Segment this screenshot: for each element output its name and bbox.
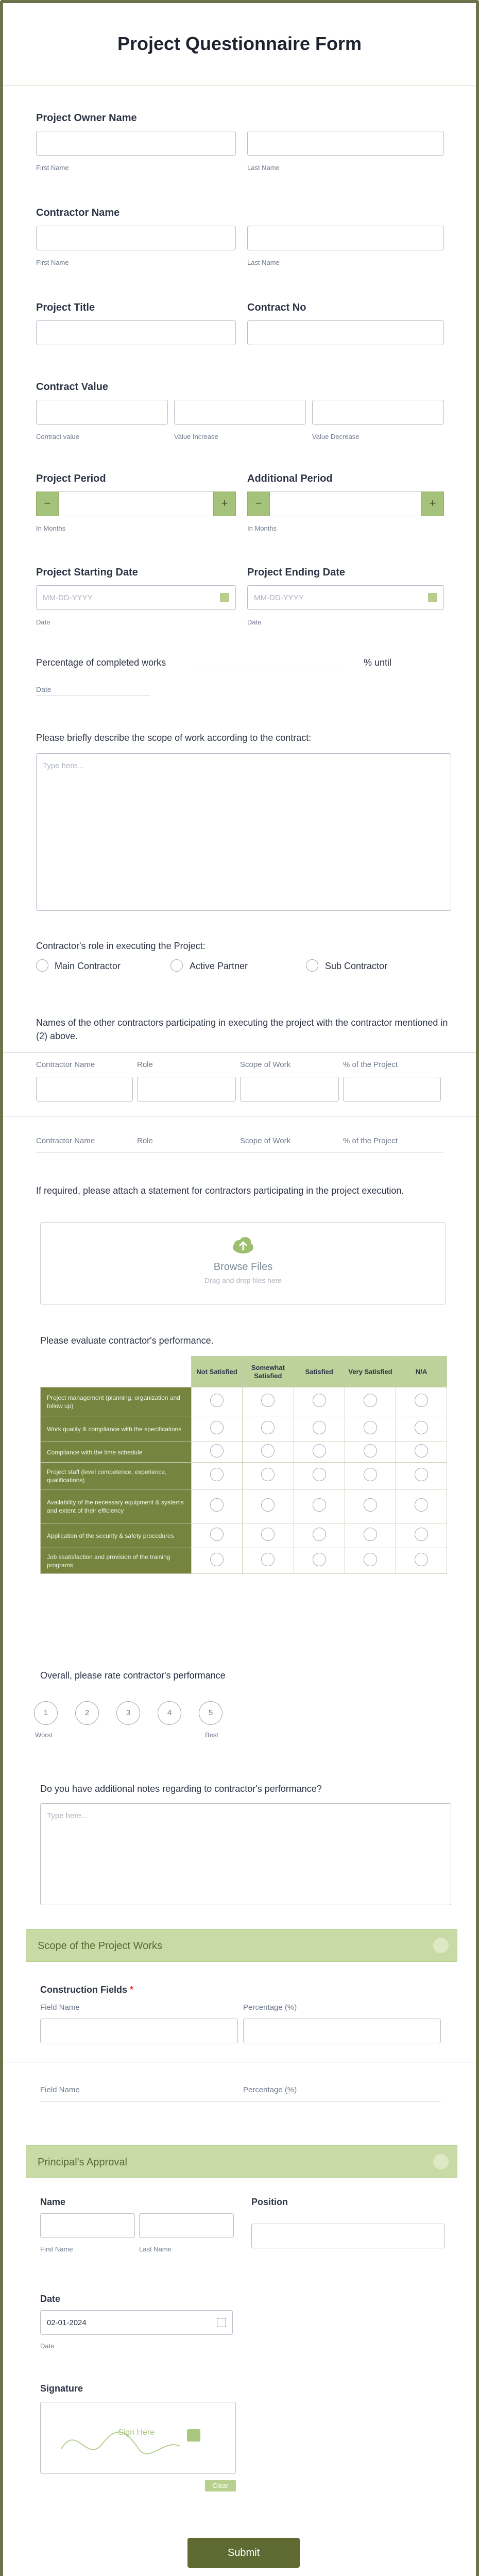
role-label: Contractor's role in executing the Project:	[36, 941, 206, 951]
matrix-radio[interactable]	[364, 1528, 377, 1541]
calendar-icon[interactable]	[220, 593, 229, 602]
position-input[interactable]	[251, 2224, 445, 2248]
others-col-role: Role	[137, 1060, 153, 1069]
construction-field-input[interactable]	[40, 2019, 238, 2043]
owner-first-input[interactable]	[36, 131, 236, 156]
matrix-radio[interactable]	[313, 1553, 326, 1566]
others-col-percent-2: % of the Project	[343, 1137, 398, 1145]
matrix-cell	[243, 1489, 294, 1523]
evaluate-label: Please evaluate contractor's performance.	[40, 1335, 214, 1346]
contractor-first-input[interactable]	[36, 226, 236, 250]
project-title-input[interactable]	[36, 320, 236, 345]
contract-value-input[interactable]	[36, 400, 168, 425]
collapse-icon[interactable]	[433, 1938, 449, 1953]
required-asterisk: *	[130, 1985, 134, 1995]
project-period-label: Project Period	[36, 473, 106, 484]
matrix-radio[interactable]	[261, 1498, 275, 1512]
project-period-sublabel: In Months	[36, 524, 66, 532]
contractor-last-sublabel: Last Name	[247, 259, 280, 266]
matrix-radio[interactable]	[210, 1528, 224, 1541]
matrix-cell	[191, 1387, 242, 1416]
browse-files-label[interactable]: Browse Files	[213, 1261, 273, 1273]
owner-label: Project Owner Name	[36, 112, 137, 124]
matrix-radio[interactable]	[261, 1468, 275, 1481]
principal-section-header[interactable]	[26, 2145, 457, 2178]
matrix-radio[interactable]	[313, 1421, 326, 1434]
additional-period-decrement[interactable]: −	[247, 492, 270, 516]
name-last-sublabel: Last Name	[139, 2245, 172, 2253]
signature-clear-button[interactable]: Clear	[205, 2480, 236, 2492]
matrix-row-label: Availability of the necessary equipment & systems and extent of their efficiency	[41, 1489, 192, 1523]
matrix-radio[interactable]	[364, 1421, 377, 1434]
matrix-cell	[345, 1548, 396, 1574]
construction-col-field: Field Name	[40, 2003, 80, 2012]
scope-textarea[interactable]	[36, 753, 451, 911]
matrix-cell	[345, 1416, 396, 1442]
others-row2-line[interactable]	[36, 1152, 443, 1153]
construction-label-text: Construction Fields	[40, 1985, 128, 1995]
matrix-radio[interactable]	[261, 1394, 275, 1407]
construction-label	[40, 1985, 133, 1995]
role-radio-partner[interactable]	[170, 959, 183, 972]
name-label: Name	[40, 2197, 66, 2207]
percentage-date-placeholder[interactable]: Date	[36, 685, 52, 693]
construction-col-percent: Percentage (%)	[243, 2003, 297, 2012]
role-option-main: Main Contractor	[55, 961, 121, 971]
matrix-row-label: Compliance with the time schedule	[41, 1442, 192, 1463]
matrix-cell	[396, 1442, 447, 1463]
matrix-row	[41, 1463, 447, 1489]
cloud-upload-icon	[231, 1235, 255, 1256]
project-period-increment[interactable]: +	[213, 492, 236, 516]
rating-low-label: Worst	[35, 1731, 53, 1739]
matrix-row	[41, 1387, 447, 1416]
matrix-radio[interactable]	[313, 1444, 326, 1458]
signature-pad[interactable]	[40, 2402, 236, 2474]
others-role-input[interactable]	[137, 1077, 236, 1101]
project-period-input[interactable]	[36, 492, 236, 516]
contract-no-label: Contract No	[247, 302, 306, 313]
name-first-input[interactable]	[40, 2213, 135, 2238]
others-col-name: Contractor Name	[36, 1060, 95, 1069]
matrix-radio[interactable]	[210, 1421, 224, 1434]
collapse-icon[interactable]	[433, 2154, 449, 2170]
date-value: 02-01-2024	[47, 2318, 87, 2327]
matrix-row-label: Project staff (level competence, experience, qualifications)	[41, 1463, 192, 1489]
role-radio-main[interactable]	[36, 959, 48, 972]
matrix-row-label: Project management (planning, organization and follow up)	[41, 1387, 192, 1416]
project-title-label: Project Title	[36, 302, 95, 313]
rating-option-3[interactable]: 3	[116, 1701, 140, 1725]
value-increase-sublabel: Value Increase	[174, 433, 218, 440]
others-scope-input[interactable]	[240, 1077, 339, 1101]
matrix-radio[interactable]	[415, 1528, 428, 1541]
notes-textarea[interactable]	[40, 1803, 451, 1905]
signature-label: Signature	[40, 2383, 83, 2394]
matrix-radio[interactable]	[261, 1528, 275, 1541]
matrix-cell	[294, 1442, 345, 1463]
calendar-icon[interactable]	[217, 2318, 226, 2327]
matrix-radio[interactable]	[261, 1444, 275, 1458]
matrix-cell	[396, 1416, 447, 1442]
notes-label: Do you have additional notes regarding to contractor's performance?	[40, 1784, 322, 1794]
rating-option-1[interactable]: 1	[34, 1701, 58, 1725]
percentage-text: Percentage of completed works	[36, 657, 166, 668]
others-col-scope-2: Scope of Work	[240, 1137, 291, 1145]
matrix-cell	[191, 1463, 242, 1489]
end-date-input[interactable]	[247, 585, 444, 610]
submit-button[interactable]: Submit	[187, 2538, 300, 2568]
matrix-cell	[191, 1416, 242, 1442]
end-date-placeholder: MM-DD-YYYY	[254, 594, 304, 602]
role-radio-sub[interactable]	[306, 959, 318, 972]
start-date-sublabel: Date	[36, 618, 50, 626]
project-period-decrement[interactable]: −	[36, 492, 59, 516]
matrix-cell	[396, 1463, 447, 1489]
additional-period-sublabel: In Months	[247, 524, 277, 532]
start-date-label: Project Starting Date	[36, 567, 138, 578]
matrix-cell	[396, 1489, 447, 1523]
others-col-scope: Scope of Work	[240, 1060, 291, 1069]
others-col-percent: % of the Project	[343, 1060, 398, 1069]
contractor-last-input[interactable]	[247, 226, 444, 250]
scope-section-title: Scope of the Project Works	[38, 1940, 162, 1952]
matrix-radio[interactable]	[313, 1528, 326, 1541]
matrix-cell	[294, 1523, 345, 1548]
matrix-cell	[345, 1463, 396, 1489]
notes-placeholder: Type here...	[47, 1811, 88, 1820]
principal-section-title: Principal's Approval	[38, 2157, 127, 2168]
rating-high-label: Best	[205, 1731, 219, 1739]
contract-no-input[interactable]	[247, 320, 444, 345]
matrix-cell	[345, 1442, 396, 1463]
matrix-cell	[396, 1387, 447, 1416]
matrix-cell	[294, 1489, 345, 1523]
date-label: Date	[40, 2294, 61, 2304]
owner-first-sublabel: First Name	[36, 164, 69, 172]
scope-label: Please briefly describe the scope of work according to the contract:	[36, 733, 312, 743]
matrix-radio[interactable]	[210, 1444, 224, 1458]
matrix-row-label: Application of the security & safety procedures	[41, 1523, 192, 1548]
matrix-radio[interactable]	[415, 1421, 428, 1434]
matrix-cell	[191, 1442, 242, 1463]
matrix-radio[interactable]	[210, 1498, 224, 1512]
matrix-col-not-satisfied: Not Satisfied	[191, 1357, 242, 1387]
value-increase-input[interactable]	[174, 400, 306, 425]
matrix-cell	[243, 1463, 294, 1489]
value-decrease-sublabel: Value Decrease	[312, 433, 360, 440]
matrix-cell	[345, 1489, 396, 1523]
contractor-first-sublabel: First Name	[36, 259, 69, 266]
matrix-radio[interactable]	[415, 1498, 428, 1512]
matrix-cell	[191, 1489, 242, 1523]
owner-last-sublabel: Last Name	[247, 164, 280, 172]
matrix-radio[interactable]	[210, 1468, 224, 1481]
start-date-placeholder: MM-DD-YYYY	[43, 594, 93, 602]
matrix-row	[41, 1442, 447, 1463]
file-upload-area[interactable]	[40, 1222, 446, 1304]
matrix-cell	[243, 1416, 294, 1442]
owner-last-input[interactable]	[247, 131, 444, 156]
matrix-row-label: Work quality & compliance with the specifications	[41, 1416, 192, 1442]
attach-label: If required, please attach a statement for contractors participating in the project execution.	[36, 1185, 404, 1196]
matrix-radio[interactable]	[364, 1444, 377, 1458]
construction-percent-input[interactable]	[243, 2019, 441, 2043]
matrix-radio[interactable]	[364, 1498, 377, 1512]
matrix-radio[interactable]	[415, 1553, 428, 1566]
matrix-cell	[191, 1548, 242, 1574]
contractor-label: Contractor Name	[36, 207, 120, 218]
others-divider	[3, 1052, 476, 1053]
matrix-row	[41, 1523, 447, 1548]
matrix-cell	[243, 1442, 294, 1463]
contract-value-sublabel: Contract value	[36, 433, 79, 440]
form-header	[3, 3, 476, 86]
signature-placeholder: Sign Here	[118, 2428, 155, 2437]
value-decrease-input[interactable]	[312, 400, 444, 425]
matrix-radio[interactable]	[313, 1468, 326, 1481]
matrix-radio[interactable]	[364, 1468, 377, 1481]
form-title: Project Questionnaire Form	[117, 33, 362, 54]
matrix-radio[interactable]	[210, 1553, 224, 1566]
matrix-row	[41, 1489, 447, 1523]
matrix-cell	[243, 1387, 294, 1416]
position-label: Position	[251, 2197, 288, 2207]
percentage-until: % until	[364, 657, 392, 668]
matrix-cell	[243, 1523, 294, 1548]
contract-value-label: Contract Value	[36, 381, 109, 393]
matrix-row-label: Job ssatisfaction and provision of the training programs	[41, 1548, 192, 1574]
matrix-corner	[41, 1357, 192, 1387]
others-label: Names of the other contractors participating in executing the project with the contractor mentioned in (2) above.	[36, 1018, 448, 1041]
signature-hint-icon	[41, 2402, 236, 2475]
date-input[interactable]	[40, 2310, 233, 2335]
others-col-role-2: Role	[137, 1137, 153, 1145]
start-date-input[interactable]	[36, 585, 236, 610]
matrix-radio[interactable]	[415, 1468, 428, 1481]
others-name-input[interactable]	[36, 1077, 133, 1101]
performance-matrix	[40, 1356, 447, 1574]
matrix-cell	[345, 1387, 396, 1416]
matrix-cell	[294, 1387, 345, 1416]
rating-label: Overall, please rate contractor's performance	[40, 1670, 226, 1681]
matrix-row	[41, 1416, 447, 1442]
rating-option-2[interactable]: 2	[75, 1701, 99, 1725]
matrix-col-satisfied: Satisfied	[294, 1357, 345, 1387]
others-col-name-2: Contractor Name	[36, 1137, 95, 1145]
role-option-sub: Sub Contractor	[325, 961, 388, 971]
additional-period-label: Additional Period	[247, 473, 333, 484]
matrix-radio[interactable]	[364, 1553, 377, 1566]
matrix-radio[interactable]	[313, 1498, 326, 1512]
matrix-cell	[294, 1463, 345, 1489]
matrix-radio[interactable]	[415, 1444, 428, 1458]
name-first-sublabel: First Name	[40, 2245, 73, 2253]
matrix-radio[interactable]	[261, 1553, 275, 1566]
calendar-icon[interactable]	[428, 593, 437, 602]
construction-col-field-2: Field Name	[40, 2086, 80, 2094]
rating-option-5[interactable]: 5	[199, 1701, 223, 1725]
matrix-cell	[294, 1548, 345, 1574]
matrix-col-very-satisfied: Very Satisfied	[345, 1357, 396, 1387]
matrix-col-na: N/A	[396, 1357, 447, 1387]
matrix-cell	[294, 1416, 345, 1442]
matrix-cell	[191, 1523, 242, 1548]
matrix-radio[interactable]	[415, 1394, 428, 1407]
others-percent-input[interactable]	[343, 1077, 441, 1101]
end-date-label: Project Ending Date	[247, 567, 346, 578]
matrix-cell	[396, 1523, 447, 1548]
matrix-cell	[243, 1548, 294, 1574]
matrix-radio[interactable]	[210, 1394, 224, 1407]
matrix-cell	[345, 1523, 396, 1548]
additional-period-input[interactable]	[247, 492, 444, 516]
matrix-radio[interactable]	[261, 1421, 275, 1434]
drag-drop-label: Drag and drop files here	[204, 1276, 282, 1284]
matrix-cell	[396, 1548, 447, 1574]
date-sublabel: Date	[40, 2342, 55, 2350]
construction-row2-line[interactable]	[40, 2101, 441, 2102]
additional-period-increment[interactable]: +	[421, 492, 444, 516]
rating-option-4[interactable]: 4	[158, 1701, 181, 1725]
scope-section-header[interactable]	[26, 1929, 457, 1962]
role-option-partner: Active Partner	[190, 961, 248, 971]
construction-col-percent-2: Percentage (%)	[243, 2086, 297, 2094]
end-date-sublabel: Date	[247, 618, 262, 626]
name-last-input[interactable]	[139, 2213, 234, 2238]
matrix-radio[interactable]	[364, 1394, 377, 1407]
scope-placeholder: Type here...	[43, 761, 84, 770]
matrix-row	[41, 1548, 447, 1574]
matrix-col-somewhat-satisfied: Somewhat Satisfied	[243, 1357, 294, 1387]
matrix-radio[interactable]	[313, 1394, 326, 1407]
